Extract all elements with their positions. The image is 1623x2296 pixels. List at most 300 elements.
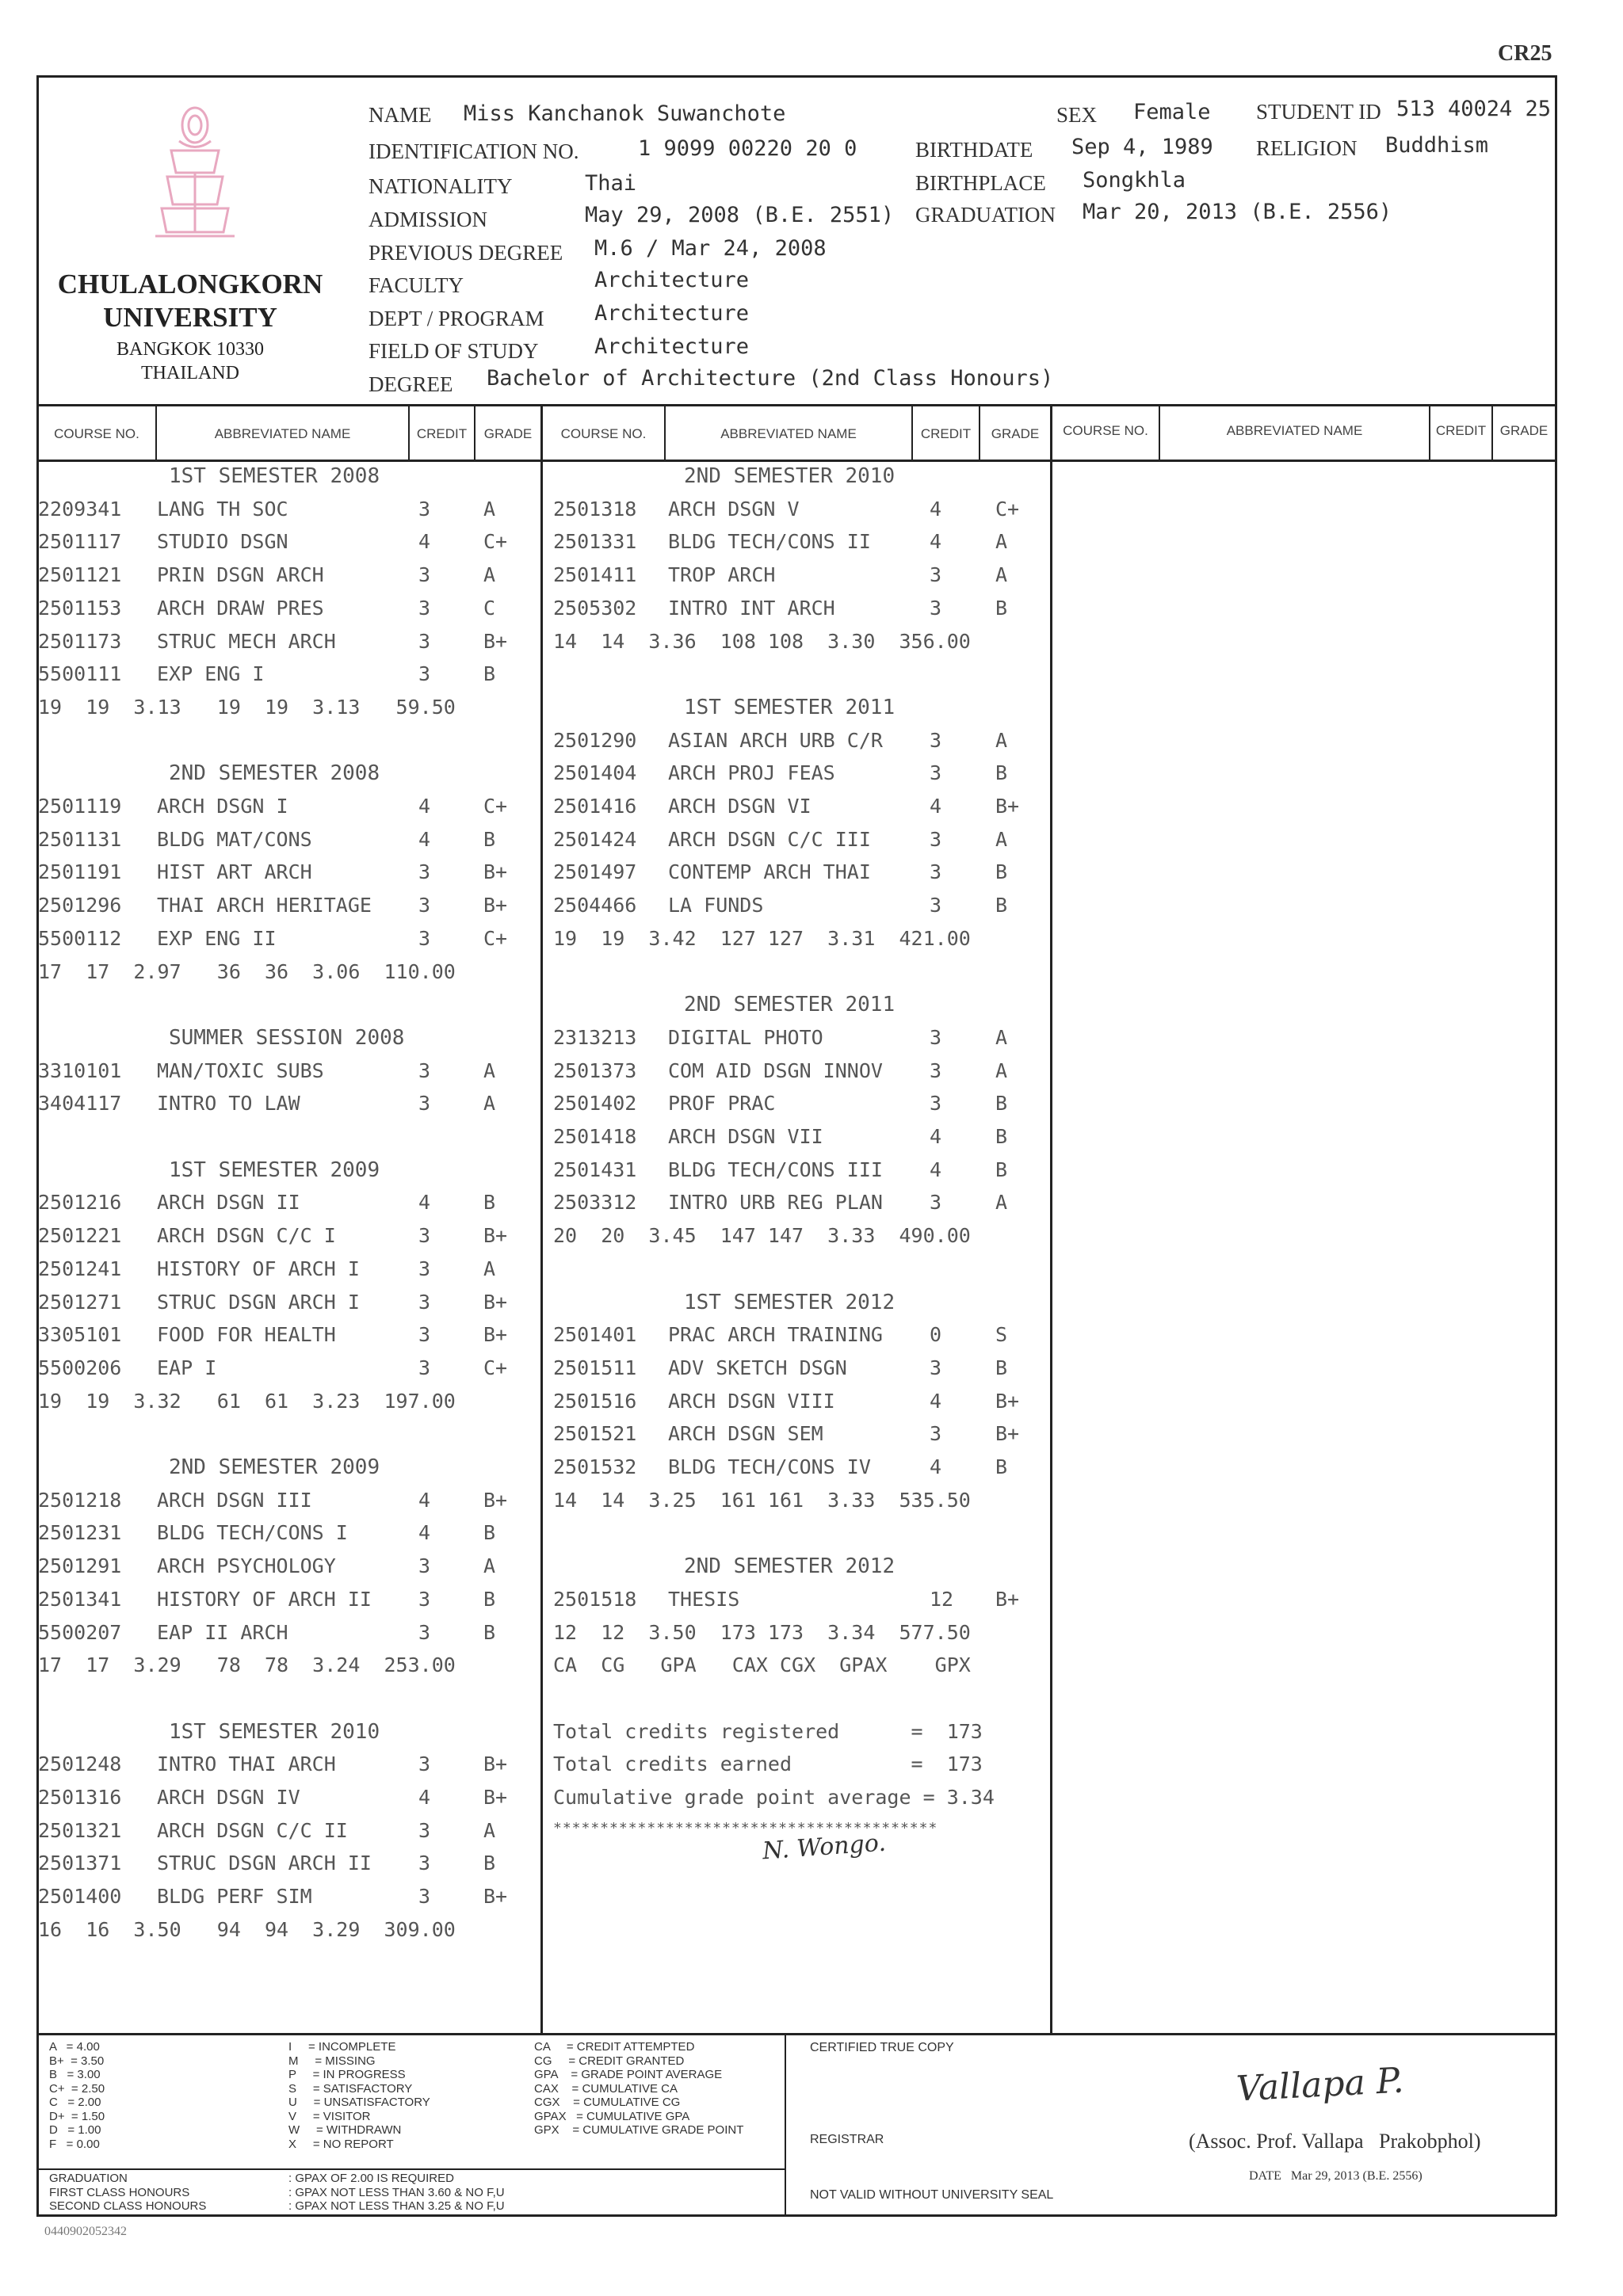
- university-city: BANGKOK 10330: [116, 339, 264, 360]
- semester-heading: SUMMER SESSION 2008: [169, 1025, 405, 1050]
- course-credit: 0: [930, 1323, 942, 1347]
- course-number: 5500111: [38, 662, 122, 686]
- prev-degree-label: PREVIOUS DEGREE: [369, 241, 563, 265]
- colhdr-credit-2: CREDIT: [920, 426, 972, 441]
- course-credit: 3: [930, 596, 942, 620]
- course-name: THAI ARCH HERITAGE: [157, 894, 372, 917]
- name-label: NAME: [369, 103, 432, 127]
- student-admission: May 29, 2008 (B.E. 2551): [585, 203, 895, 227]
- course-grade: B: [995, 894, 1008, 917]
- serial-number: 0440902052342: [44, 2225, 127, 2238]
- course-grade: B: [995, 1125, 1008, 1148]
- course-number: 2501511: [553, 1356, 637, 1379]
- form-code: CR25: [1498, 41, 1552, 66]
- student-nationality: Thai: [585, 171, 637, 196]
- course-credit: 3: [930, 1422, 942, 1446]
- course-credit: 4: [418, 827, 431, 851]
- course-credit: 3: [418, 1058, 431, 1082]
- course-credit: 4: [930, 795, 942, 818]
- course-credit: 3: [418, 1323, 431, 1347]
- student-religion: Buddhism: [1385, 133, 1489, 158]
- course-name: CONTEMP ARCH THAI: [668, 860, 871, 884]
- course-grade: B: [483, 827, 496, 851]
- course-name: THESIS: [668, 1587, 740, 1611]
- course-number: 2501518: [553, 1587, 637, 1611]
- course-number: 2501216: [38, 1191, 122, 1215]
- registrar-signature: Vallapa P.: [1235, 2060, 1405, 2110]
- summary-row: 16 16 3.50 94 94 3.29 309.00: [38, 1917, 456, 1941]
- course-credit: 4: [930, 1125, 942, 1148]
- honours-labels: GRADUATION FIRST CLASS HONOURS SECOND CLASS HONOURS: [49, 2172, 207, 2213]
- course-grade: B+: [483, 894, 508, 917]
- course-credit: 3: [418, 1818, 431, 1842]
- semester-heading: 2ND SEMESTER 2012: [684, 1554, 896, 1579]
- course-name: ARCH PROJ FEAS: [668, 761, 835, 785]
- course-number: 2501248: [38, 1753, 122, 1776]
- course-name: EXP ENG II: [157, 926, 277, 950]
- course-grade: C+: [483, 1356, 508, 1379]
- course-number: 5500207: [38, 1620, 122, 1644]
- course-number: 2501424: [553, 827, 637, 851]
- course-grade: B+: [483, 1323, 508, 1347]
- semester-heading: 1ST SEMESTER 2012: [684, 1290, 896, 1314]
- course-grade: B: [995, 761, 1008, 785]
- field-label: FIELD OF STUDY: [369, 339, 539, 363]
- course-name: ARCH DSGN SEM: [668, 1422, 823, 1446]
- course-credit: 3: [930, 1058, 942, 1082]
- course-credit: 3: [418, 629, 431, 653]
- course-grade: B: [995, 1356, 1008, 1379]
- course-number: 2501321: [38, 1818, 122, 1842]
- course-credit: 3: [418, 1224, 431, 1248]
- course-number: 2501296: [38, 894, 122, 917]
- abbreviation-legend: CA = CREDIT ATTEMPTED CG = CREDIT GRANTED GPA = GRADE POINT AVERAGE CAX = CUMULATIVE CA CGX = CUMULATIVE CG GPAX = CUMULATIVE GPA GPX = CUMULATIVE GRADE POINT: [534, 2040, 744, 2137]
- course-grade: C: [483, 596, 496, 620]
- course-number: 2501404: [553, 761, 637, 785]
- course-number: 2501373: [553, 1058, 637, 1082]
- colhdr-credit-1: CREDIT: [416, 426, 468, 441]
- course-grade: A: [483, 497, 496, 521]
- semester-heading: 2ND SEMESTER 2011: [684, 993, 896, 1017]
- course-grade: B: [995, 1092, 1008, 1116]
- legend-cert-divider: [785, 2033, 786, 2215]
- faculty-label: FACULTY: [369, 273, 464, 297]
- course-number: 2501521: [553, 1422, 637, 1446]
- course-grade: A: [483, 563, 496, 587]
- course-name: ARCH DSGN V: [668, 497, 800, 521]
- course-name: EXP ENG I: [157, 662, 265, 686]
- course-name: ARCH DRAW PRES: [157, 596, 324, 620]
- course-name: FOOD FOR HEALTH: [157, 1323, 336, 1347]
- course-credit: 3: [418, 1587, 431, 1611]
- student-field: Architecture: [594, 334, 750, 359]
- course-grade: B+: [995, 795, 1020, 818]
- course-credit: 3: [418, 1852, 431, 1875]
- course-credit: 3: [418, 1620, 431, 1644]
- graduation-label: GRADUATION: [915, 203, 1056, 227]
- course-credit: 3: [930, 563, 942, 587]
- sex-label: SEX: [1056, 103, 1098, 127]
- course-grade: A: [483, 1092, 496, 1116]
- course-number: 2209341: [38, 497, 122, 521]
- university-seal: [147, 93, 242, 244]
- course-grade: A: [995, 728, 1008, 752]
- semester-heading: 1ST SEMESTER 2010: [169, 1719, 380, 1744]
- course-credit: 3: [418, 894, 431, 917]
- student-prev-degree: M.6 / Mar 24, 2008: [594, 236, 827, 261]
- course-name: STRUC DSGN ARCH II: [157, 1852, 372, 1875]
- course-number: 2501331: [553, 530, 637, 554]
- summary-row: 19 19 3.13 19 19 3.13 59.50: [38, 695, 456, 719]
- course-credit: 3: [930, 1025, 942, 1049]
- course-grade: B: [995, 596, 1008, 620]
- course-grade: B: [483, 1521, 496, 1545]
- transcript-column-2: [545, 464, 1049, 2025]
- semester-heading: 2ND SEMESTER 2008: [169, 761, 380, 786]
- course-number: 2501416: [553, 795, 637, 818]
- colhdr-grade-3: GRADE: [1499, 423, 1549, 438]
- course-grade: B+: [483, 1753, 508, 1776]
- religion-label: RELIGION: [1256, 136, 1358, 160]
- summary-row: 17 17 2.97 36 36 3.06 110.00: [38, 959, 456, 983]
- course-name: INTRO TO LAW: [157, 1092, 300, 1116]
- course-number: 2501221: [38, 1224, 122, 1248]
- course-name: INTRO INT ARCH: [668, 596, 835, 620]
- course-grade: A: [483, 1554, 496, 1578]
- summary-row: 19 19 3.32 61 61 3.23 197.00: [38, 1389, 456, 1413]
- colhdr-abbr-name-3: ABBREVIATED NAME: [1226, 423, 1363, 438]
- student-birthdate: Sep 4, 1989: [1071, 135, 1213, 159]
- course-number: 2501316: [38, 1786, 122, 1809]
- course-name: STUDIO DSGN: [157, 530, 288, 554]
- semester-heading: 1ST SEMESTER 2011: [684, 695, 896, 719]
- course-credit: 3: [418, 1257, 431, 1280]
- course-credit: 4: [930, 1158, 942, 1181]
- student-faculty: Architecture: [594, 268, 750, 292]
- summary-row: Total credits registered = 173: [553, 1719, 983, 1743]
- course-grade: A: [995, 563, 1008, 587]
- course-credit: 3: [930, 1191, 942, 1215]
- course-credit: 4: [930, 497, 942, 521]
- course-grade: B+: [483, 1290, 508, 1314]
- course-number: 2501153: [38, 596, 122, 620]
- not-valid-notice: NOT VALID WITHOUT UNIVERSITY SEAL: [810, 2188, 1054, 2202]
- course-credit: 3: [930, 1092, 942, 1116]
- admission-label: ADMISSION: [369, 208, 488, 231]
- course-number: 5500112: [38, 926, 122, 950]
- summary-row: 14 14 3.36 108 108 3.30 356.00: [553, 629, 971, 653]
- course-grade: B+: [995, 1587, 1020, 1611]
- course-name: HISTORY OF ARCH I: [157, 1257, 360, 1280]
- course-credit: 3: [930, 894, 942, 917]
- nationality-label: NATIONALITY: [369, 174, 513, 198]
- course-credit: 3: [418, 563, 431, 587]
- course-credit: 3: [418, 1092, 431, 1116]
- course-grade: A: [995, 827, 1008, 851]
- summary-row: 14 14 3.25 161 161 3.33 535.50: [553, 1488, 971, 1512]
- course-credit: 4: [418, 1191, 431, 1215]
- course-credit: 4: [418, 1521, 431, 1545]
- colhdr-divider: [36, 460, 1556, 462]
- registrar-initials: N. Wongo.: [761, 1829, 887, 1866]
- course-name: COM AID DSGN INNOV: [668, 1058, 883, 1082]
- university-country: THAILAND: [141, 363, 239, 383]
- course-credit: 4: [418, 530, 431, 554]
- course-number: 2501341: [38, 1587, 122, 1611]
- course-grade: B+: [483, 629, 508, 653]
- summary-row: Cumulative grade point average = 3.34: [553, 1786, 995, 1809]
- frame-bottom: [36, 2214, 1556, 2217]
- course-grade: B+: [483, 1786, 508, 1809]
- course-name: PRIN DSGN ARCH: [157, 563, 324, 587]
- course-number: 2501418: [553, 1125, 637, 1148]
- course-name: HIST ART ARCH: [157, 860, 312, 884]
- course-number: 2503312: [553, 1191, 637, 1215]
- birthplace-label: BIRTHPLACE: [915, 171, 1046, 195]
- degree-label: DEGREE: [369, 372, 453, 396]
- course-name: HISTORY OF ARCH II: [157, 1587, 372, 1611]
- course-grade: B: [483, 1587, 496, 1611]
- course-name: PROF PRAC: [668, 1092, 776, 1116]
- course-name: ARCH DSGN II: [157, 1191, 300, 1215]
- transcript-column-1: [38, 464, 539, 2025]
- honours-rules: : GPAX OF 2.00 IS REQUIRED : GPAX NOT LESS THAN 3.60 & NO F,U : GPAX NOT LESS THAN 3.25 & NO F,U: [288, 2172, 505, 2213]
- course-grade: B: [995, 1455, 1008, 1478]
- closing-stars: *****************************************: [553, 1820, 938, 1836]
- summary-row: 19 19 3.42 127 127 3.31 421.00: [553, 926, 971, 950]
- course-name: DIGITAL PHOTO: [668, 1025, 823, 1049]
- course-number: 2501318: [553, 497, 637, 521]
- legend-divider: [36, 2033, 1556, 2035]
- course-name: LANG TH SOC: [157, 497, 288, 521]
- course-grade: B: [483, 1191, 496, 1215]
- course-name: BLDG TECH/CONS IV: [668, 1455, 871, 1478]
- col-divider-1: [540, 404, 543, 2035]
- course-number: 2501402: [553, 1092, 637, 1116]
- course-grade: B+: [483, 860, 508, 884]
- student-graduation: Mar 20, 2013 (B.E. 2556): [1083, 200, 1392, 224]
- course-number: 2501290: [553, 728, 637, 752]
- course-name: ARCH DSGN VII: [668, 1125, 823, 1148]
- course-number: 2501400: [38, 1885, 122, 1909]
- course-grade: A: [995, 530, 1008, 554]
- colhdr-abbr-name-1: ABBREVIATED NAME: [214, 426, 351, 441]
- course-name: ASIAN ARCH URB C/R: [668, 728, 883, 752]
- student-idno: 1 9099 00220 20 0: [638, 136, 857, 161]
- course-name: ARCH DSGN C/C I: [157, 1224, 336, 1248]
- certified-true-copy: CERTIFIED TRUE COPY: [810, 2041, 954, 2054]
- course-name: INTRO THAI ARCH: [157, 1753, 336, 1776]
- course-grade: A: [483, 1257, 496, 1280]
- course-credit: 3: [418, 1356, 431, 1379]
- course-name: ARCH DSGN III: [157, 1488, 312, 1512]
- course-grade: A: [483, 1818, 496, 1842]
- course-name: BLDG PERF SIM: [157, 1885, 312, 1909]
- course-credit: 4: [418, 795, 431, 818]
- university-name-line2: UNIVERSITY: [103, 302, 277, 333]
- course-name: ARCH DSGN IV: [157, 1786, 300, 1809]
- course-number: 2501119: [38, 795, 122, 818]
- course-name: PRAC ARCH TRAINING: [668, 1323, 883, 1347]
- course-number: 2505302: [553, 596, 637, 620]
- colhdr-course-no-3: COURSE NO.: [1063, 423, 1148, 438]
- course-credit: 3: [418, 1290, 431, 1314]
- colhdr-grade-1: GRADE: [483, 426, 533, 441]
- course-number: 2501241: [38, 1257, 122, 1280]
- course-credit: 3: [930, 827, 942, 851]
- semester-heading: 2ND SEMESTER 2009: [169, 1455, 380, 1479]
- course-credit: 3: [418, 1554, 431, 1578]
- course-name: ADV SKETCH DSGN: [668, 1356, 847, 1379]
- course-credit: 3: [418, 497, 431, 521]
- course-name: ARCH DSGN C/C II: [157, 1818, 348, 1842]
- course-credit: 3: [418, 1885, 431, 1909]
- course-name: ARCH DSGN C/C III: [668, 827, 871, 851]
- course-grade: B: [483, 662, 496, 686]
- course-grade: B: [995, 860, 1008, 884]
- student-sex: Female: [1133, 100, 1211, 124]
- course-grade: C+: [483, 530, 508, 554]
- course-number: 3305101: [38, 1323, 122, 1347]
- course-number: 3404117: [38, 1092, 122, 1116]
- course-grade: B+: [483, 1488, 508, 1512]
- course-credit: 3: [418, 596, 431, 620]
- course-name: STRUC DSGN ARCH I: [157, 1290, 360, 1314]
- course-grade: S: [995, 1323, 1008, 1347]
- course-name: MAN/TOXIC SUBS: [157, 1058, 324, 1082]
- course-credit: 3: [418, 926, 431, 950]
- course-number: 2501271: [38, 1290, 122, 1314]
- course-number: 3310101: [38, 1058, 122, 1082]
- course-number: 2501371: [38, 1852, 122, 1875]
- course-name: ARCH DSGN VIII: [668, 1389, 835, 1413]
- course-number: 2501532: [553, 1455, 637, 1478]
- idno-label: IDENTIFICATION NO.: [369, 139, 579, 163]
- summary-row: 17 17 3.29 78 78 3.24 253.00: [38, 1653, 456, 1677]
- course-grade: C+: [483, 795, 508, 818]
- frame-right: [1555, 75, 1557, 2216]
- course-name: ARCH DSGN I: [157, 795, 288, 818]
- course-number: 2501431: [553, 1158, 637, 1181]
- course-number: 2501117: [38, 530, 122, 554]
- course-name: BLDG MAT/CONS: [157, 827, 312, 851]
- course-number: 2501291: [38, 1554, 122, 1578]
- course-number: 2501121: [38, 563, 122, 587]
- student-degree: Bachelor of Architecture (2nd Class Honours): [487, 366, 1054, 391]
- registrar-name: (Assoc. Prof. Vallapa Prakobphol): [1189, 2130, 1481, 2153]
- course-name: ARCH PSYCHOLOGY: [157, 1554, 336, 1578]
- course-credit: 4: [930, 1389, 942, 1413]
- course-credit: 3: [418, 1753, 431, 1776]
- course-number: 2501173: [38, 629, 122, 653]
- course-credit: 4: [930, 530, 942, 554]
- student-name: Miss Kanchanok Suwanchote: [464, 101, 786, 126]
- university-name-line1: CHULALONGKORN: [57, 269, 323, 299]
- course-credit: 4: [418, 1488, 431, 1512]
- course-number: 2501131: [38, 827, 122, 851]
- course-name: STRUC MECH ARCH: [157, 629, 336, 653]
- course-name: BLDG TECH/CONS II: [668, 530, 871, 554]
- col-divider-2: [1050, 404, 1052, 2035]
- course-credit: 4: [930, 1455, 942, 1478]
- course-number: 2501401: [553, 1323, 637, 1347]
- dept-label: DEPT / PROGRAM: [369, 307, 544, 330]
- course-grade: B+: [483, 1224, 508, 1248]
- course-grade: A: [995, 1025, 1008, 1049]
- course-name: TROP ARCH: [668, 563, 776, 587]
- course-number: 2501191: [38, 860, 122, 884]
- course-number: 2501516: [553, 1389, 637, 1413]
- course-name: BLDG TECH/CONS III: [668, 1158, 883, 1181]
- course-name: BLDG TECH/CONS I: [157, 1521, 348, 1545]
- course-number: 2504466: [553, 894, 637, 917]
- symbol-legend: I = INCOMPLETE M = MISSING P = IN PROGRESS S = SATISFACTORY U = UNSATISFACTORY V = VISITOR W = WITHDRAWN X = NO REPORT: [288, 2040, 430, 2151]
- semester-heading: 2ND SEMESTER 2010: [684, 464, 896, 488]
- course-grade: A: [483, 1058, 496, 1082]
- course-credit: 12: [930, 1587, 954, 1611]
- course-number: 2501497: [553, 860, 637, 884]
- colhdr-course-no-1: COURSE NO.: [54, 426, 139, 441]
- course-credit: 3: [418, 860, 431, 884]
- summary-row: 12 12 3.50 173 173 3.34 577.50: [553, 1620, 971, 1644]
- course-credit: 3: [418, 662, 431, 686]
- course-credit: 4: [418, 1786, 431, 1809]
- course-name: EAP I: [157, 1356, 217, 1379]
- semester-heading: 1ST SEMESTER 2009: [169, 1158, 380, 1182]
- colhdr-abbr-name-2: ABBREVIATED NAME: [720, 426, 857, 441]
- course-credit: 3: [930, 860, 942, 884]
- course-grade: C+: [995, 497, 1020, 521]
- student-dept: Architecture: [594, 301, 750, 326]
- course-grade: B: [483, 1852, 496, 1875]
- summary-row: 20 20 3.45 147 147 3.33 490.00: [553, 1224, 971, 1248]
- course-grade: A: [995, 1058, 1008, 1082]
- course-name: EAP II ARCH: [157, 1620, 288, 1644]
- course-number: 2313213: [553, 1025, 637, 1049]
- course-grade: B+: [483, 1885, 508, 1909]
- course-number: 2501411: [553, 563, 637, 587]
- colhdr-course-no-2: COURSE NO.: [560, 426, 647, 441]
- course-number: 2501231: [38, 1521, 122, 1545]
- course-grade: B+: [995, 1422, 1020, 1446]
- summary-row: CA CG GPA CAX CGX GPAX GPX: [553, 1653, 971, 1677]
- registrar-label: REGISTRAR: [810, 2133, 884, 2146]
- grade-legend: A = 4.00 B+ = 3.50 B = 3.00 C+ = 2.50 C = 2.00 D+ = 1.50 D = 1.00 F = 0.00: [49, 2040, 105, 2151]
- course-credit: 3: [930, 761, 942, 785]
- frame-top: [36, 75, 1556, 78]
- legend-honours-divider: [36, 2168, 786, 2170]
- colhdr-credit-3: CREDIT: [1435, 423, 1487, 438]
- course-credit: 3: [930, 1356, 942, 1379]
- course-grade: A: [995, 1191, 1008, 1215]
- colhdr-grade-2: GRADE: [991, 426, 1040, 441]
- course-grade: B+: [995, 1389, 1020, 1413]
- course-credit: 3: [930, 728, 942, 752]
- course-number: 5500206: [38, 1356, 122, 1379]
- course-number: 2501218: [38, 1488, 122, 1512]
- course-name: LA FUNDS: [668, 894, 764, 917]
- course-name: INTRO URB REG PLAN: [668, 1191, 883, 1215]
- semester-heading: 1ST SEMESTER 2008: [169, 464, 380, 488]
- course-grade: C+: [483, 926, 508, 950]
- birthdate-label: BIRTHDATE: [915, 138, 1033, 162]
- student-id-label: STUDENT ID: [1256, 100, 1381, 124]
- header-divider: [36, 404, 1556, 406]
- course-grade: B: [995, 1158, 1008, 1181]
- summary-row: Total credits earned = 173: [553, 1753, 983, 1776]
- course-name: ARCH DSGN VI: [668, 795, 812, 818]
- student-birthplace: Songkhla: [1083, 168, 1186, 193]
